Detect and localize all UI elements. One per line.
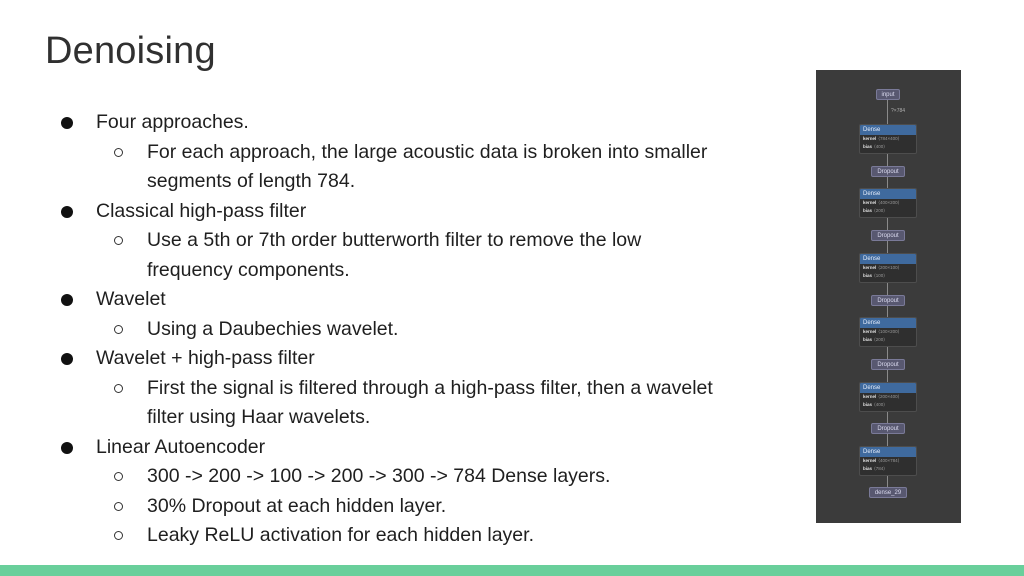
sub-bullet-item: For each approach, the large acoustic data is broken into smaller bbox=[60, 138, 790, 168]
diagram-edge bbox=[887, 370, 888, 382]
dense-layer-title: Dense bbox=[860, 189, 916, 199]
kernel-shape: ⟨200×400⟩ bbox=[878, 394, 900, 399]
bullet-item: Wavelet bbox=[60, 285, 790, 315]
diagram-edge bbox=[887, 412, 888, 423]
kernel-row bbox=[860, 328, 916, 336]
bias-row bbox=[860, 272, 916, 280]
kernel-label: kernel bbox=[863, 136, 877, 141]
bias-shape: ⟨200⟩ bbox=[874, 337, 886, 342]
dropout-node: Dropout bbox=[871, 166, 905, 177]
kernel-label: kernel bbox=[863, 329, 877, 334]
sub-bullet-item: frequency components. bbox=[147, 258, 350, 281]
sub-bullet-item: First the signal is filtered through a high-pass filter, then a wavelet bbox=[60, 374, 790, 404]
diagram-edge bbox=[887, 283, 888, 295]
sub-bullet-item: Leaky ReLU activation for each hidden layer. bbox=[60, 521, 790, 551]
bias-shape: ⟨200⟩ bbox=[874, 208, 886, 213]
dense-layer-node bbox=[859, 188, 917, 218]
kernel-shape: ⟨100×200⟩ bbox=[878, 329, 900, 334]
dropout-node: Dropout bbox=[871, 230, 905, 241]
bias-label: bias bbox=[863, 466, 873, 471]
kernel-label: kernel bbox=[863, 200, 877, 205]
kernel-label: kernel bbox=[863, 265, 877, 270]
input-shape-label: ?×784 bbox=[891, 108, 906, 114]
dense-layer-title: Dense bbox=[860, 383, 916, 393]
bullet-item: Classical high-pass filter bbox=[60, 197, 790, 227]
sub-bullet-item: 300 -> 200 -> 100 -> 200 -> 300 -> 784 Dense layers. bbox=[60, 462, 790, 492]
input-node: input bbox=[876, 89, 900, 100]
bullet-item: Linear Autoencoder bbox=[60, 433, 790, 463]
dense-layer-title: Dense bbox=[860, 318, 916, 328]
dense-layer-node bbox=[859, 317, 917, 347]
bullet-item: Four approaches. bbox=[60, 108, 790, 138]
bias-label: bias bbox=[863, 273, 873, 278]
kernel-row bbox=[860, 264, 916, 272]
bias-label: bias bbox=[863, 208, 873, 213]
dropout-node: Dropout bbox=[871, 359, 905, 370]
bullet-list bbox=[60, 108, 790, 551]
kernel-shape: ⟨400×200⟩ bbox=[878, 200, 900, 205]
dense-layer-title: Dense bbox=[860, 447, 916, 457]
kernel-label: kernel bbox=[863, 458, 877, 463]
kernel-row bbox=[860, 135, 916, 143]
kernel-label: kernel bbox=[863, 394, 877, 399]
diagram-edge bbox=[887, 476, 888, 487]
kernel-row bbox=[860, 457, 916, 465]
bias-label: bias bbox=[863, 402, 873, 407]
sub-bullet-item: segments of length 784. bbox=[147, 170, 356, 192]
network-diagram bbox=[816, 70, 961, 523]
bias-row bbox=[860, 336, 916, 344]
bias-row bbox=[860, 207, 916, 215]
dropout-node: Dropout bbox=[871, 295, 905, 306]
diagram-edge bbox=[887, 218, 888, 230]
bias-shape: ⟨784⟩ bbox=[874, 466, 886, 471]
bullet-item: Wavelet + high-pass filter bbox=[60, 344, 790, 374]
diagram-edge bbox=[887, 347, 888, 359]
bias-row bbox=[860, 465, 916, 473]
bias-shape: ⟨400⟩ bbox=[874, 402, 886, 407]
sub-bullet-item: filter using Haar wavelets. bbox=[147, 406, 371, 428]
sub-bullet-item: 30% Dropout at each hidden layer. bbox=[60, 492, 790, 522]
diagram-edge bbox=[887, 177, 888, 188]
diagram-edge bbox=[887, 100, 888, 124]
kernel-row bbox=[860, 199, 916, 207]
sub-bullet-item: Use a 5th or 7th order butterworth filter to remove the low bbox=[60, 226, 790, 256]
diagram-edge bbox=[887, 241, 888, 253]
kernel-shape: ⟨200×100⟩ bbox=[878, 265, 900, 270]
dense-layer-node bbox=[859, 382, 917, 412]
bias-shape: ⟨100⟩ bbox=[874, 273, 886, 278]
dropout-node: Dropout bbox=[871, 423, 905, 434]
slide-title: Denoising bbox=[45, 30, 216, 72]
bias-shape: ⟨400⟩ bbox=[874, 144, 886, 149]
diagram-edge bbox=[887, 434, 888, 446]
bias-row bbox=[860, 401, 916, 409]
bias-row bbox=[860, 143, 916, 151]
diagram-edge bbox=[887, 306, 888, 317]
dense-layer-title: Dense bbox=[860, 125, 916, 135]
dense-layer-title: Dense bbox=[860, 254, 916, 264]
bias-label: bias bbox=[863, 337, 873, 342]
diagram-edge bbox=[887, 154, 888, 166]
kernel-shape: ⟨400×784⟩ bbox=[878, 458, 900, 463]
kernel-shape: ⟨784×400⟩ bbox=[878, 136, 900, 141]
dense-layer-node bbox=[859, 446, 917, 476]
kernel-row bbox=[860, 393, 916, 401]
dense-layer-node bbox=[859, 124, 917, 154]
output-node: dense_29 bbox=[869, 487, 907, 498]
sub-bullet-item: Using a Daubechies wavelet. bbox=[60, 315, 790, 345]
footer-accent-bar bbox=[0, 565, 1024, 576]
bias-label: bias bbox=[863, 144, 873, 149]
dense-layer-node bbox=[859, 253, 917, 283]
